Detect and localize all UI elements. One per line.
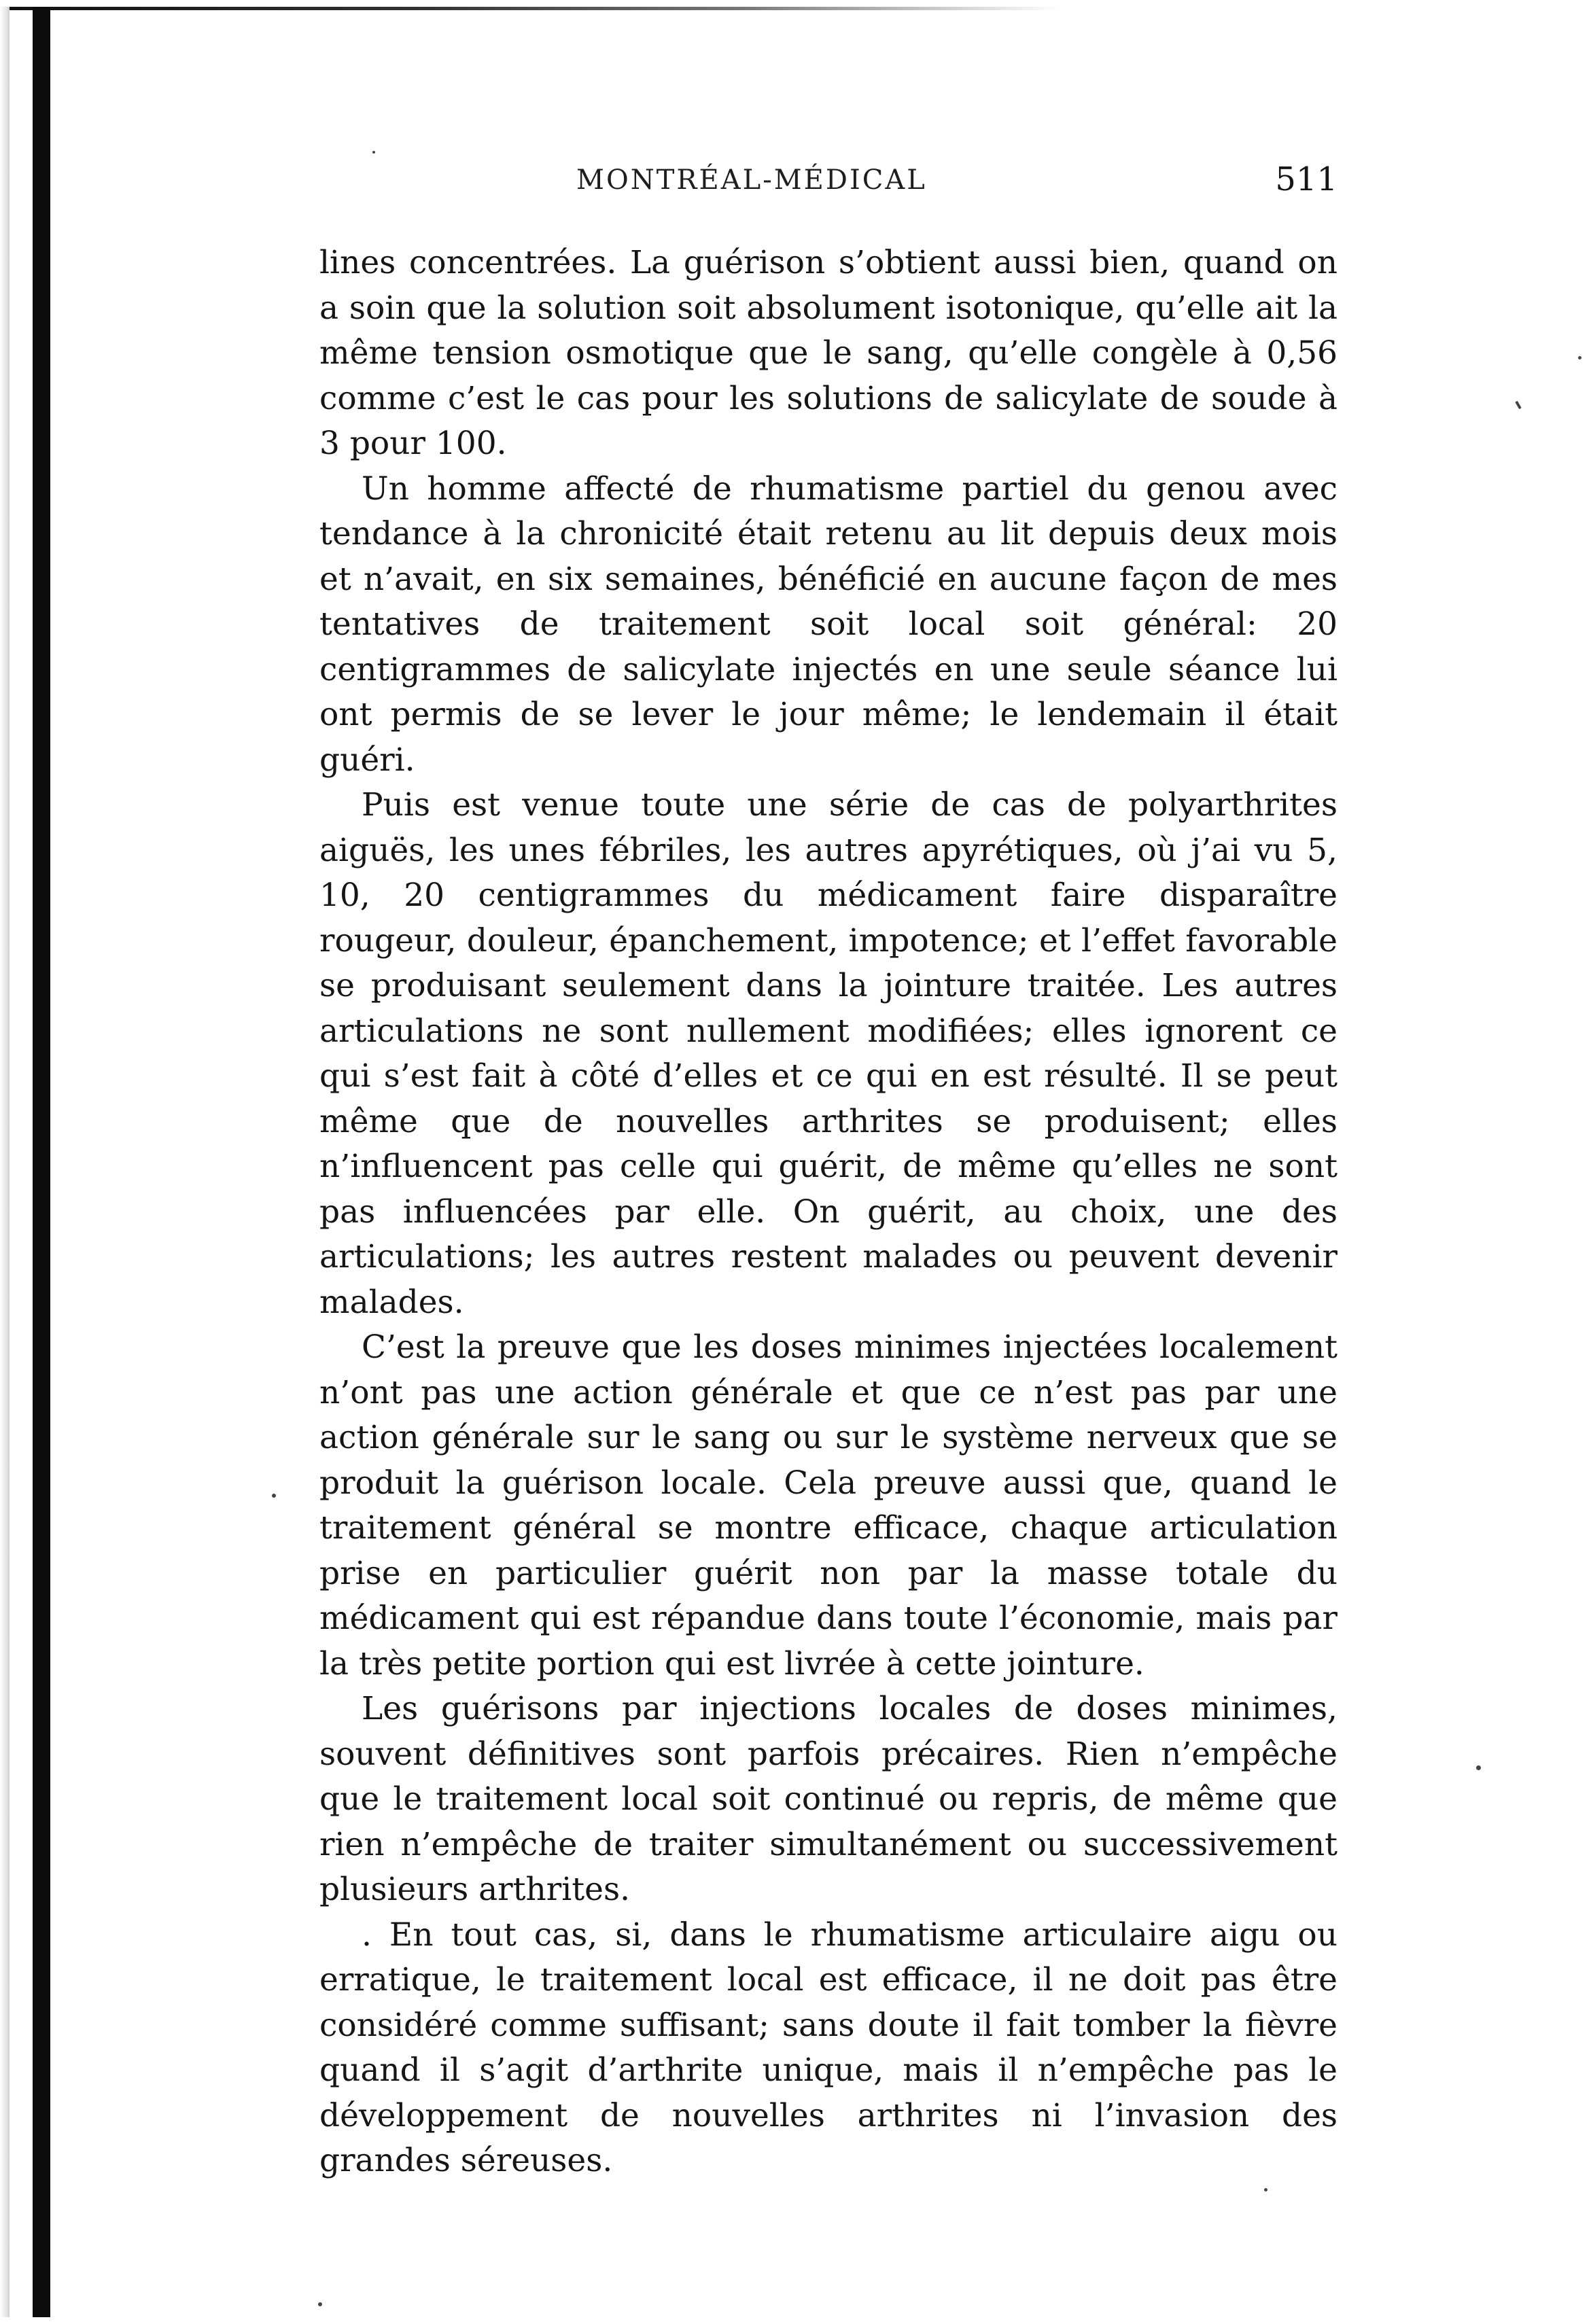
paragraph-continuation: lines concentrées. La guérison s’obtient aussi bien, quand on a soin que la solution soit absolument isotonique, qu’elle ait la même tension osmotique que le sang, qu’elle congèle à 0,56 comme c’est le cas pour les solutions de salicylate de soude à 3 pour 100. <box>319 244 1338 462</box>
paragraph: Puis est venue toute une série de cas de polyarthrites aiguës, les unes fébriles, les autres apyrétiques, où j’ai vu 5, 10, 20 centigrammes du médicament faire disparaître rougeur, douleur, épanchement, impotence; et l’effet favorable se produisant seulement dans la jointure traitée. Les autres articulations ne sont nullement modifiées; elles ignorent ce qui s’est fait à côté d’elles et ce qui en est résulté. Il se peut même que de nouvelles arthrites se produisent; elles n’influencent pas celle qui guérit, de même qu’elles ne sont pas influencées par elle. On guérit, au choix, une des articulations; les autres restent malades ou peuvent devenir malades. <box>319 786 1338 1321</box>
scan-speck <box>1515 401 1521 409</box>
page-body <box>319 241 1338 2184</box>
scan-gutter <box>0 7 10 2317</box>
running-head: MONTRÉAL-MÉDICAL <box>576 164 927 196</box>
page-header <box>318 158 1338 205</box>
scan-speck <box>272 1494 276 1498</box>
paragraph: C’est la preuve que les doses minimes injectées localement n’ont pas une action générale et que ce n’est pas par une action générale sur le sang ou sur le système nerveux que se produit la guérison locale. Cela preuve aussi que, quand le traitement général se montre efficace, chaque articulation prise en particulier guérit non par la masse totale du médicament qui est répandue dans toute l’économie, mais par la très petite portion qui est livrée à cette jointure. <box>319 1328 1338 1683</box>
scan-speck <box>1578 356 1581 359</box>
scan-speck <box>1476 1765 1481 1770</box>
scan-speck <box>318 2302 322 2306</box>
scan-speck <box>1264 2188 1267 2191</box>
paragraph: Un homme affecté de rhumatisme partiel du genou avec tendance à la chronicité était retenu au lit depuis deux mois et n’avait, en six semaines, bénéficié en aucune façon de mes tentatives de traitement soit local soit général: 20 centigrammes de salicylate injectés en une seule séance lui ont permis de se lever le jour même; le lendemain il était guéri. <box>319 470 1338 779</box>
scan-speck <box>372 151 375 154</box>
paragraph: . En tout cas, si, dans le rhumatisme articulaire aigu ou erratique, le traitement local est efficace, il ne doit pas être considéré comme suffisant; sans doute il fait tomber la fièvre quand il s’agit d’arthrite unique, mais il n’empêche pas le développement de nouvelles arthrites ni l’invasion des grandes séreuses. <box>319 1916 1338 2179</box>
scan-border-top <box>0 7 1060 10</box>
scan-border-left <box>33 7 50 2317</box>
page-number: 511 <box>1275 160 1338 198</box>
paragraph: Les guérisons par injections locales de doses minimes, souvent définitives sont parfois précaires. Rien n’empêche que le traitement local soit continué ou repris, de même que rien n’empêche de traiter simultanément ou successivement plusieurs arthrites. <box>319 1690 1338 1908</box>
